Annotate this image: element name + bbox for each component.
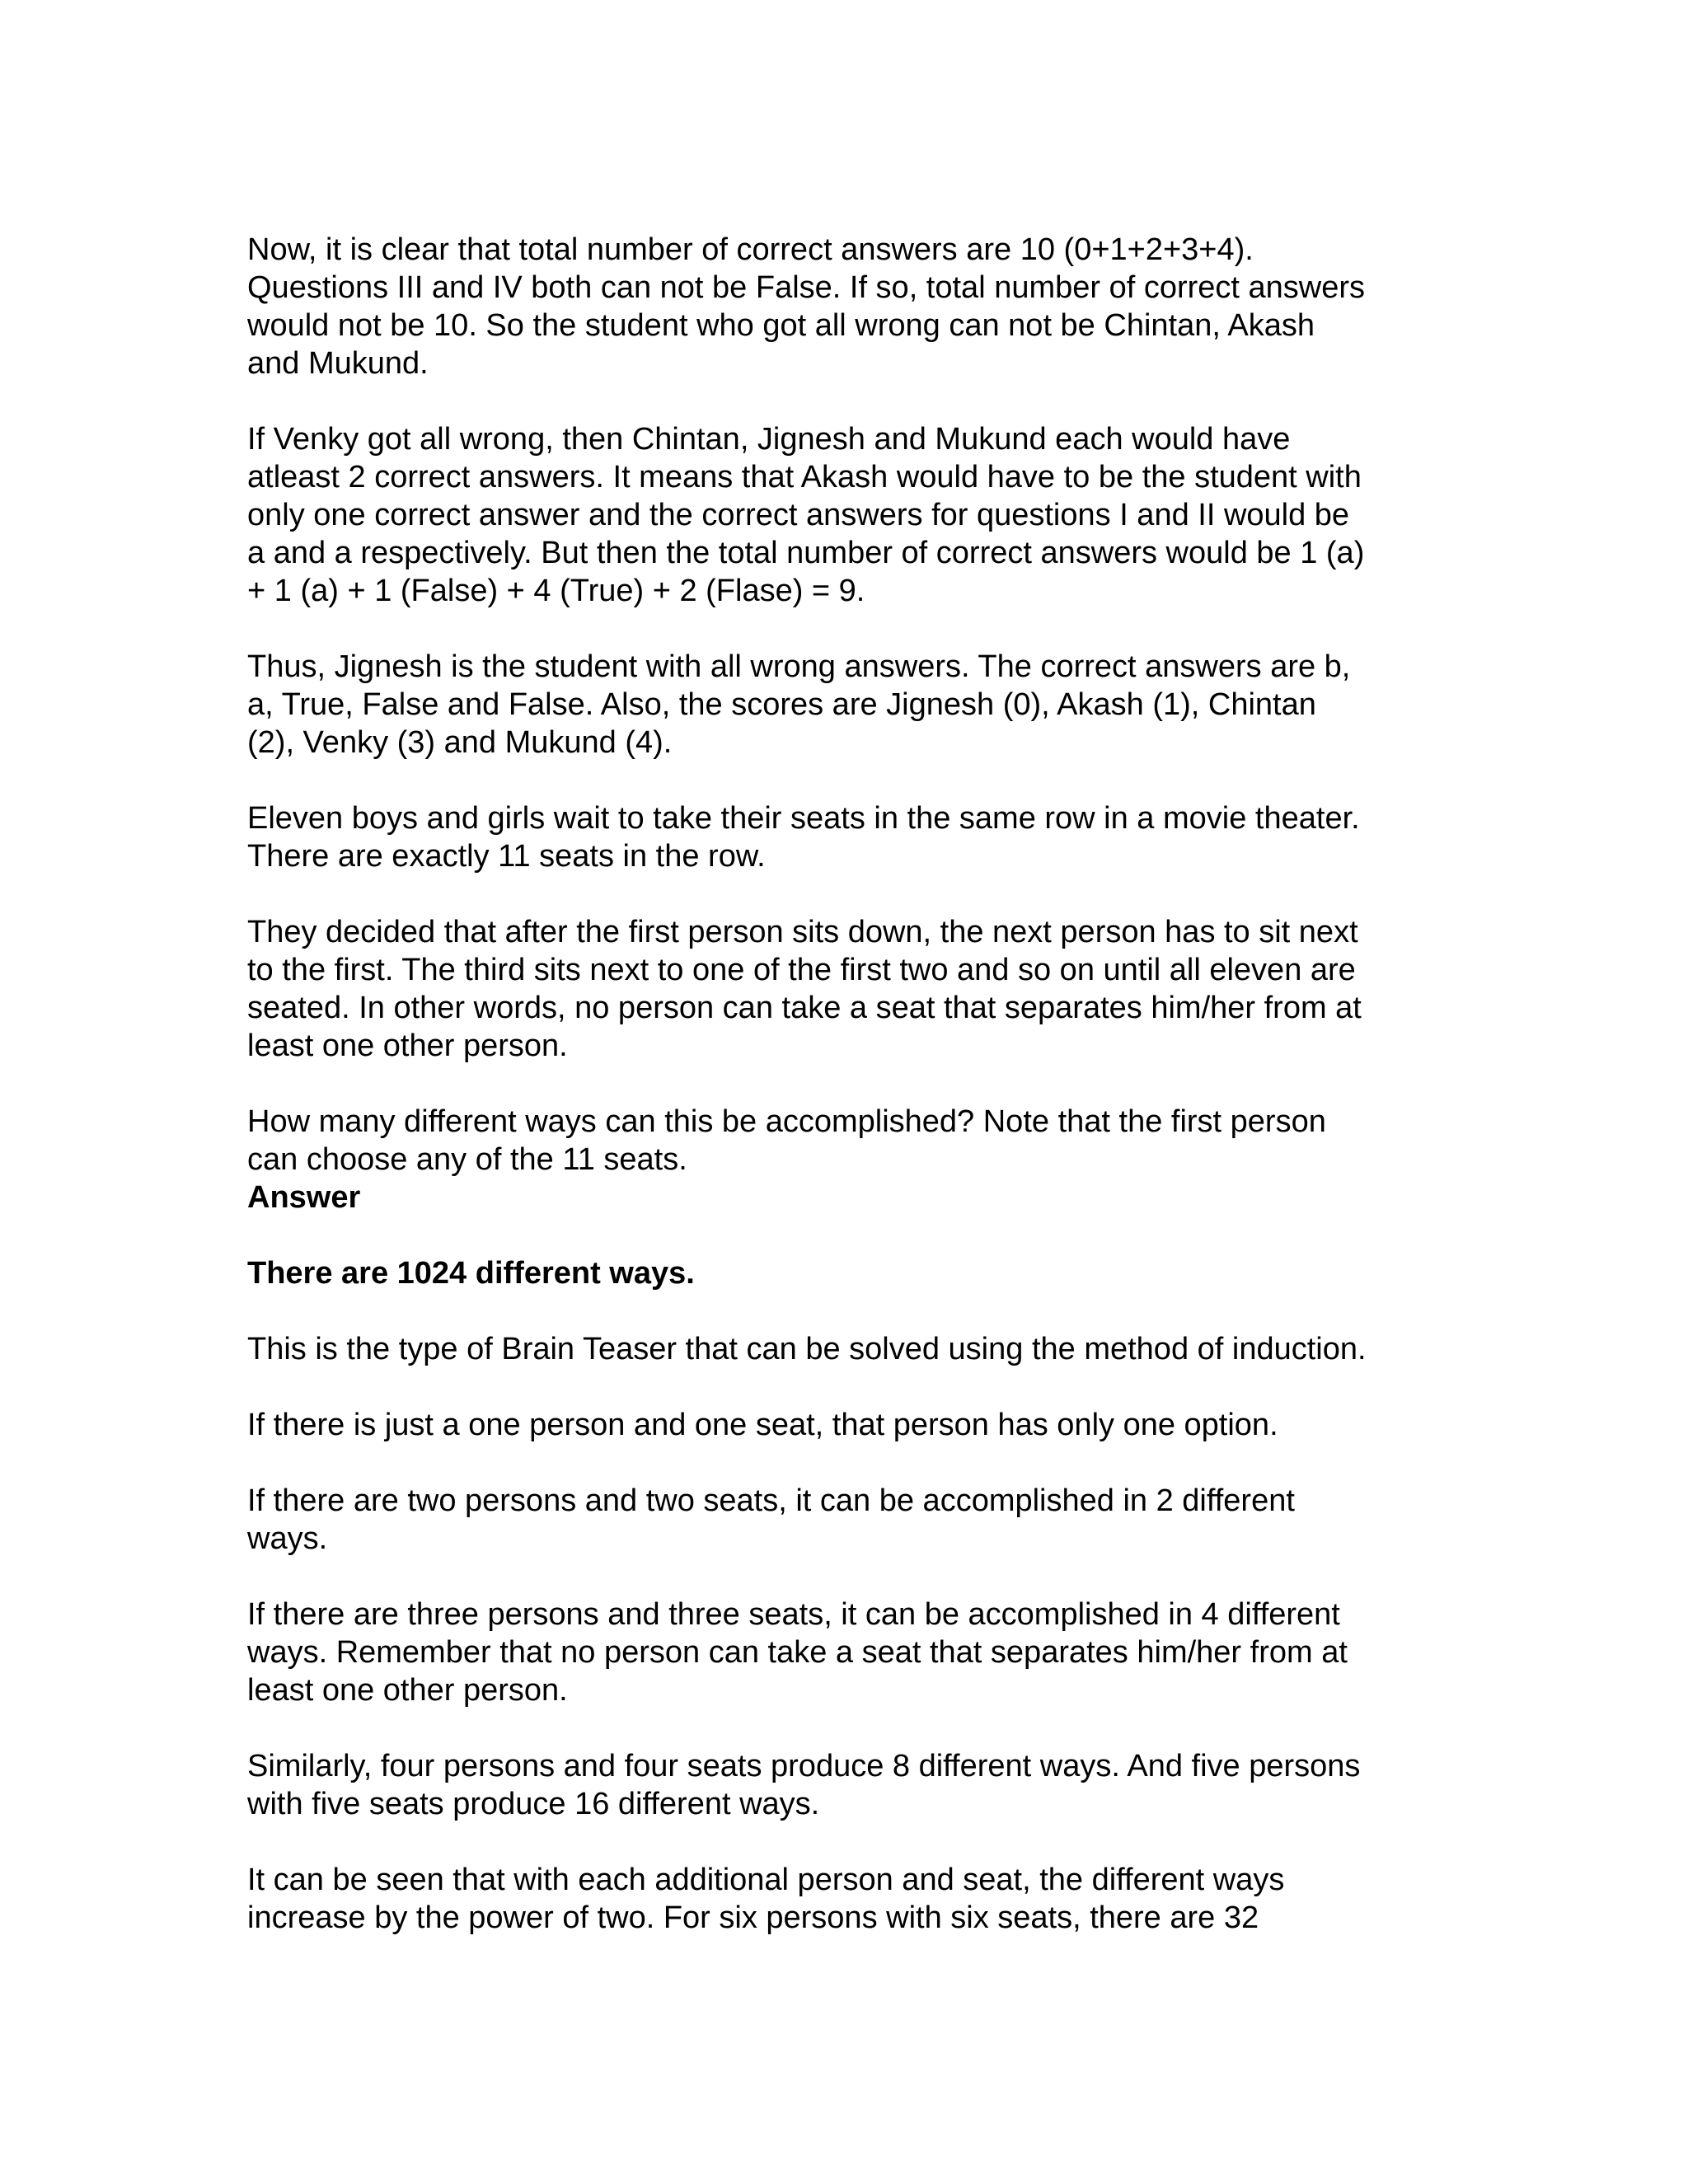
paragraph-venky-case: If Venky got all wrong, then Chintan, Jignesh and Mukund each would have atleast 2 correct answers. It means that Akash would have to be the student with only one correct answer and the correct answers for questions I and II would be a and a respectively. But then the total number of correct answers would be 1 (a) + 1 (a) + 1 (False) + 4 (True) + 2 (Flase) = 9. [247, 422, 1365, 608]
paragraph-question: How many different ways can this be accomplished? Note that the first person can choose any of the 11 seats. [247, 1104, 1326, 1177]
explanation-paragraph: If there are three persons and three seats, it can be accomplished in 4 different ways. Remember that no person can take a seat that separates him/her from at least one other person. [247, 1597, 1348, 1708]
paragraph-correct-answers-total: Now, it is clear that total number of correct answers are 10 (0+1+2+3+4). Questions III and IV both can not be False. If so, total number of correct answers would not be 10. So the student who got all wrong can not be Chintan, Akash and Mukund. [247, 232, 1366, 381]
answer-statement: There are 1024 different ways. [247, 1256, 695, 1291]
explanation-paragraph: If there are two persons and two seats, it can be accomplished in 2 different ways. [247, 1483, 1295, 1556]
paragraph-conclusion: Thus, Jignesh is the student with all wrong answers. The correct answers are b, a, True, False and False. Also, the scores are Jignesh (0), Akash (1), Chintan (2), Venky (3) and Mukund (4). [247, 649, 1351, 760]
document-body [247, 231, 1451, 1937]
paragraph-theater-setup: Eleven boys and girls wait to take their seats in the same row in a movie theater. There are exactly 11 seats in the row. [247, 801, 1360, 874]
explanation-paragraph: Similarly, four persons and four seats produce 8 different ways. And five persons with five seats produce 16 different ways. [247, 1749, 1361, 1821]
paragraph-seating-rule: They decided that after the first person sits down, the next person has to sit next to the first. The third sits next to one of the first two and so on until all eleven are seated. In other words, no person can take a seat that separates him/her from at least one other person. [247, 915, 1362, 1063]
answer-heading: Answer [247, 1180, 361, 1215]
explanation-paragraph: If there is just a one person and one seat, that person has only one option. [247, 1408, 1278, 1442]
explanation-paragraph: This is the type of Brain Teaser that can be solved using the method of induction. [247, 1332, 1367, 1366]
explanation-paragraph: It can be seen that with each additional person and seat, the different ways increase by the power of two. For six persons with six seats, there are 32 [247, 1863, 1285, 1935]
